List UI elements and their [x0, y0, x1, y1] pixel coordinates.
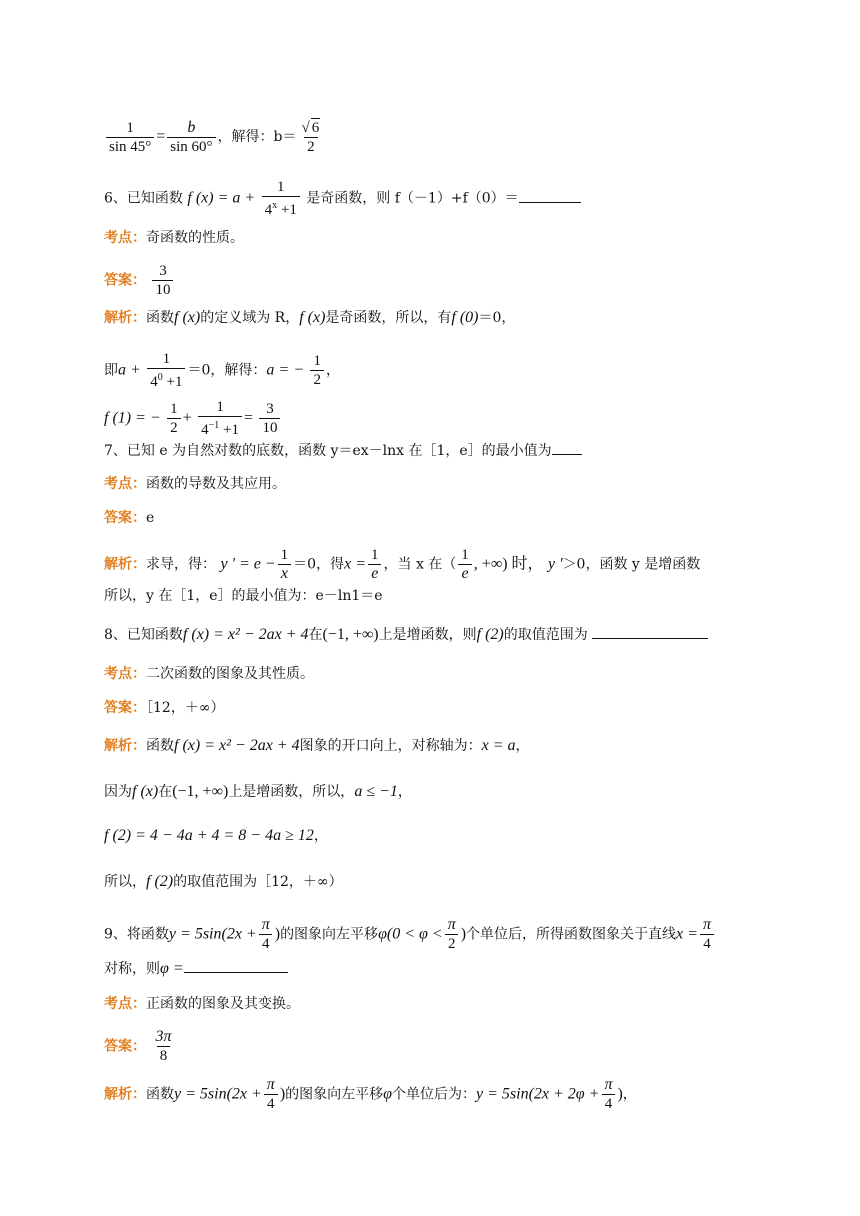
answer-fraction: $\frac{3\pi}{8}$ — [155, 1028, 172, 1064]
fraction: $\frac{1}{e}$ — [458, 546, 472, 583]
fraction: $\frac{b}{\sin 60^\circ}$ — [167, 119, 215, 156]
answer-6: 答案： $\frac{3}{10}$ — [104, 262, 175, 299]
fraction: $\frac{1}{2}$ — [167, 400, 181, 437]
fraction: $\frac{1}{e}$ — [368, 546, 382, 583]
answer-blank — [184, 958, 288, 973]
kaodian-8: 考点：二次函数的图象及其性质。 — [104, 666, 314, 682]
answer-blank — [552, 440, 582, 455]
jiexi-8-line-4: 所以，f (2)的取值范围为［12，＋∞） — [104, 873, 343, 890]
fraction: $\frac{1}{x}$ — [278, 546, 292, 583]
question-9-line-1: 9、将函数y = 5sin(2x + $\frac{\pi}{4}$ )的图象向左平移φ(0 < φ < $\frac{\pi}{2}$ )个单位后，所得函数图象关于直线x = $\frac{\pi}{4}$ — [104, 916, 716, 953]
jiexi-7-line-2: 所以，y 在［1，e］的最小值为：e－ln1＝e — [104, 588, 383, 604]
fraction: $\frac{3}{10}$ — [259, 400, 280, 437]
jiexi-6-line-1: 解析：函数f (x)的定义域为 R，f (x)是奇函数，所以，有f (0)＝0， — [104, 309, 516, 326]
kaodian-9: 考点：正函数的图象及其变换。 — [104, 996, 300, 1012]
fraction: $\frac{1}{4^0 +1}$ — [147, 350, 185, 391]
kaodian-6: 考点：奇函数的性质。 — [104, 230, 244, 246]
fraction: $\frac{\pi}{2}$ — [445, 916, 459, 953]
fraction: $\frac{\pi}{4}$ — [700, 916, 714, 953]
jiexi-8-line-3: f (2) = 4 − 4a + 4 = 8 − 4a ≥ 12， — [104, 827, 328, 844]
jiexi-9-line-1: 解析：函数y = 5sin(2x + $\frac{\pi}{4}$ )的图象向左平移φ个单位后为：y = 5sin(2x + 2φ + $\frac{\pi}{4}$ )， — [104, 1076, 637, 1112]
answer-blank — [592, 624, 708, 639]
equation-line-sine-rule: $\frac{1}{\sin 45^\circ}$ = $\frac{b}{\sin 60^\circ}$ ，解得：b＝ $\frac{√ 6}{2}$ — [104, 118, 325, 156]
question-9-line-2: 对称，则φ = — [104, 958, 288, 979]
jiexi-7-line-1: 解析：求导，得： y ' = e − $\frac{1}{x}$ ＝0，得x = $\frac{1}{e}$ ，当 x 在（ $\frac{1}{e}$ , +∞) 时， y '＞0，函数 y 是增函数 — [104, 547, 701, 582]
fraction: $\frac{\pi}{4}$ — [264, 1076, 278, 1113]
answer-blank — [519, 188, 581, 203]
answer-9: 答案： $\frac{3\pi}{8}$ — [104, 1028, 176, 1065]
jiexi-8-line-2: 因为f (x)在(−1, +∞)上是增函数，所以，a ≤ −1， — [104, 783, 412, 800]
jiexi-8-line-1: 解析：函数f (x) = x² − 2ax + 4图象的开口向上，对称轴为：x = a， — [104, 737, 530, 754]
answer-8: 答案：［12，＋∞） — [104, 700, 225, 716]
jiexi-6-line-3: f (1) = − $\frac{1}{2}$ + $\frac{1}{4^{-1} +1}$ = $\frac{3}{10}$ — [104, 398, 282, 439]
question-7: 7、已知 e 为自然对数的底数，函数 y＝ex－lnx 在［1，e］的最小值为 — [104, 440, 582, 461]
jiexi-6-line-2: 即a + $\frac{1}{4^0 +1}$ ＝0，解得：a = − $\frac{1}{2}$ ， — [104, 351, 340, 390]
answer-7: 答案：e — [104, 510, 155, 526]
fraction: $\frac{1}{2}$ — [310, 352, 324, 389]
fraction: $\frac{1}{4^{-1} +1}$ — [198, 398, 242, 439]
question-8: 8、已知函数f (x) = x² − 2ax + 4在(−1, +∞)上是增函数，则f (2)的取值范围为 — [104, 624, 708, 645]
fraction: $\frac{\pi}{4}$ — [259, 916, 273, 953]
kaodian-7: 考点：函数的导数及其应用。 — [104, 476, 286, 492]
question-6: 6、已知函数 f (x) = a + $\frac{1}{4^x +1}$ 是奇函数，则 f（－1）+f（0）＝ — [104, 178, 581, 219]
fraction: $\frac{\pi}{4}$ — [601, 1076, 615, 1113]
answer-fraction: $\frac{3}{10}$ — [152, 262, 173, 299]
fraction: $\frac{√ 6}{2}$ — [301, 120, 320, 155]
fraction: $\frac{1}{4^x +1}$ — [262, 178, 300, 219]
fraction: $\frac{1}{\sin 45^\circ}$ — [106, 119, 154, 156]
